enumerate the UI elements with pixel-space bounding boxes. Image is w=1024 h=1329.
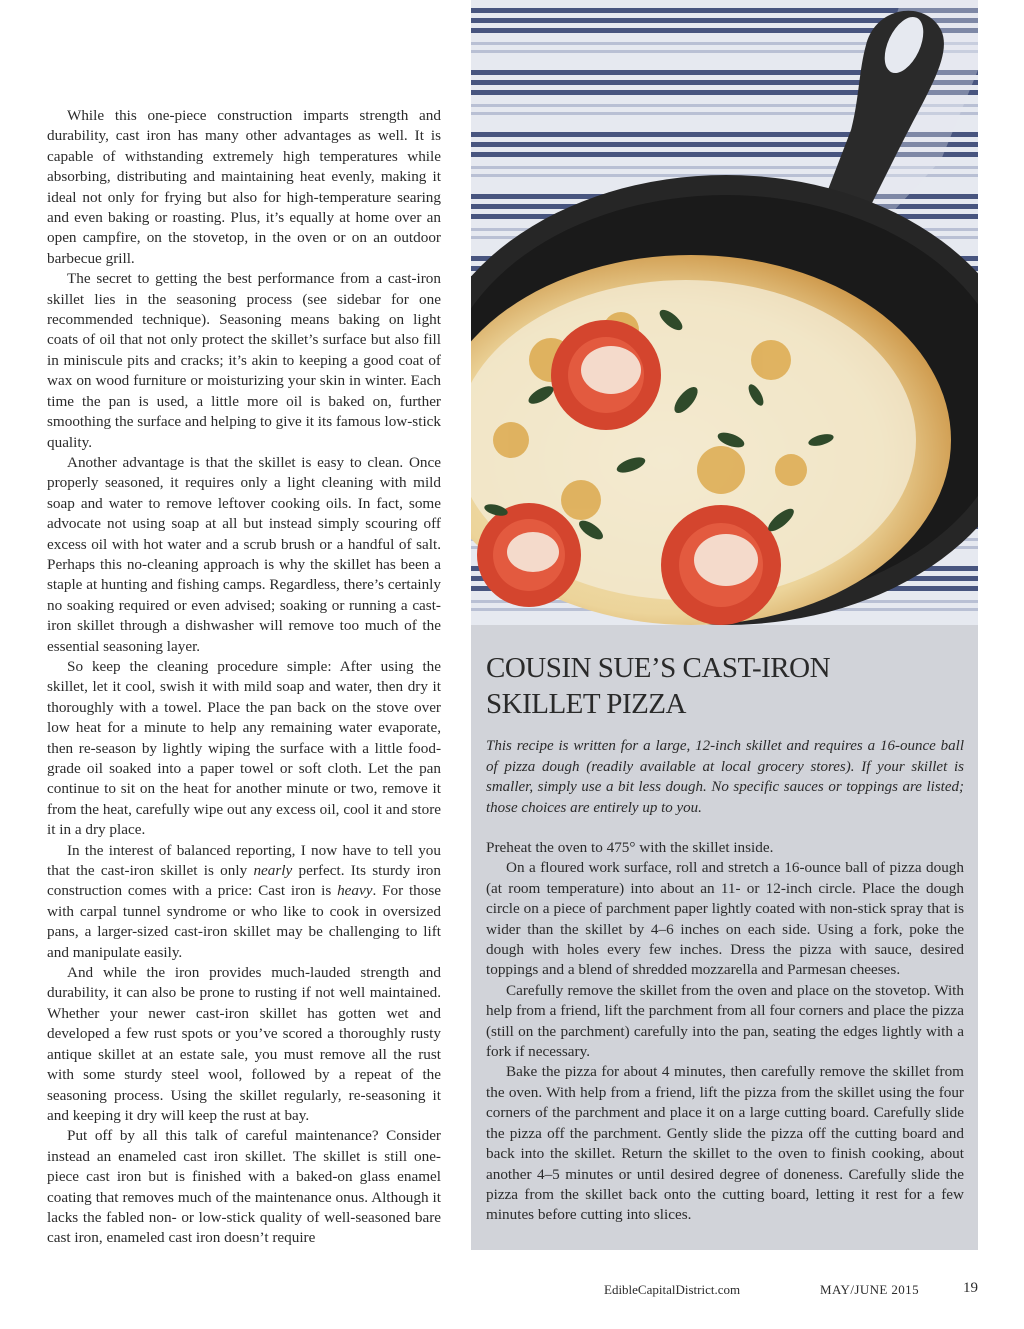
tomato-slice (661, 505, 781, 625)
recipe-title: COUSIN SUE’S CAST-IRON SKILLET PIZZA (486, 652, 831, 720)
article-text: . For those with carpal tunnel syndrome or who like to cook in oversized pans, a larger-sized cast-iron skillet may be challenging to lift and manipulate easily. (47, 882, 442, 961)
recipe-intro: This recipe is written for a large, 12-inch skillet and requires a 16-ounce ball of pizza dough (readily available at local grocery stores). If your skillet is smaller, simply use a bit less dough. No specific sauces or toppings are listed; those choices are entirely up to you. (486, 738, 964, 816)
article-paragraph (47, 841, 441, 963)
article-text: perfect. Its sturdy iron construction comes with a price: Cast iron is (47, 862, 441, 900)
article-paragraph: Another advantage is that the skillet is easy to clean. Once properly seasoned, it requires only a light cleaning with mild soap and water to remove leftover cooking oils. In fact, some advocate not using soap at all but instead simply scouring off excess oil with hot water and a scrub brush or a handful of salt. Perhaps this no-cleaning approach is why the skillet has been a staple at hunting and fishing camps. Regardless, there’s certainly no soaking required or even advised; soaking or running a cast-iron skillet through a dishwasher will remove too much of the essential seasoning layer. (47, 453, 441, 655)
tomato-slice (551, 320, 661, 430)
article-body-column (47, 106, 441, 1249)
article-paragraph: While this one-piece construction imparts strength and durability, cast iron has many other advantages as well. It is capable of withstanding extremely high temperatures while absorbing, distributing and maintaining heat evenly, making it ideal not only for frying but also for high-temperature searing and even baking or roasting. Plus, it’s equally at home over an open campfire, on the stovetop, in the oven or on an outdoor barbecue grill. (47, 107, 441, 267)
article-paragraph: The secret to getting the best performance from a cast-iron skillet lies in the seasoning process (see sidebar for one recommended technique). Seasoning means baking on light coats of oil that not only protect the skillet’s surface but also fill in miniscule pits and cracks; it’s akin to keeping a good coat of wax on wood furniture or moisturizing your skin in winter. Each time the pan is used, a little more oil is baked on, further smoothing the surface and helping to give it its famous low-stick quality. (47, 270, 441, 451)
skillet-pizza-illustration (471, 0, 978, 630)
emphasis-text: nearly (253, 862, 293, 880)
recipe-step: Bake the pizza for about 4 minutes, then carefully remove the skillet from the oven. With help from a friend, lift the pizza from the skillet using the four corners of the parchment and place it on a large cutting board. Carefully slide the pizza off the parchment. Gently slide the pizza off the cutting board and back into the skillet. Return the skillet to the oven to finish cooking, about another 4–5 minutes or until desired degree of doneness. Carefully slide the pizza from the skillet back onto the cutting board, letting it rest for a few minutes before cutting into slices. (486, 1063, 964, 1224)
recipe-step: Preheat the oven to 475° with the skillet inside. (486, 839, 774, 856)
recipe-step: On a floured work surface, roll and stretch a 16-ounce ball of pizza dough (at room temperature) into about an 11- or 12-inch circle. Place the dough circle on a piece of parchment paper lightly coated with non-stick spray that is wider than the skillet by 4–6 inches on each side. Using a fork, poke the dough with holes every few inches. Dress the pizza with sauce, desired toppings and a blend of shredded mozzarella and Parmesan cheeses. (486, 859, 964, 979)
footer-website: EdibleCapitalDistrict.com (604, 1282, 741, 1297)
tomato-slice (477, 503, 581, 607)
recipe-sidebar (471, 630, 978, 1250)
article-text: In the interest of balanced reporting, I now have to tell you that the cast-iron skillet is only (47, 841, 441, 880)
page-number: 19 (963, 1280, 978, 1296)
footer-issue-date: MAY/JUNE 2015 (820, 1282, 919, 1297)
recipe-instructions (486, 838, 964, 1226)
recipe-step: Carefully remove the skillet from the oven and place on the stovetop. With help from a friend, lift the parchment from all four corners and place the pizza (still on the parchment) carefully into the pan, seating the edges lightly with a fork if necessary. (486, 981, 964, 1061)
article-paragraph: And while the iron provides much-lauded strength and durability, it can also be prone to rusting if not well maintained. Whether your newer cast-iron skillet has gotten wet and developed a few rust spots or you’ve scored a thoroughly rusty antique skillet at an estate sale, you must remove all the rust with some sturdy steel wool, followed by a repeat of the seasoning process. Using the skillet regularly, re-seasoning it and keeping it dry will keep the rust at bay. (47, 964, 441, 1124)
pizza-in-cast-iron-skillet-photo (471, 0, 978, 630)
emphasis-text: heavy (337, 882, 373, 900)
article-paragraph: Put off by all this talk of careful maintenance? Consider instead an enameled cast iron skillet. The skillet is still one-piece cast iron but is finished with a baked-on glass enamel coating that removes much of the maintenance onus. Although it lacks the fabled non- or low-stick quality of well-seasoned bare cast iron, enameled cast iron doesn’t require (47, 1127, 441, 1247)
article-paragraph: So keep the cleaning procedure simple: After using the skillet, let it cool, swish it with mild soap and water, then dry it thoroughly with a towel. Place the pan back on the stove over low heat for a minute to help any remaining water evaporate, then re-season by lightly wiping the surface with a little food-grade oil soaked into a paper towel or soft cloth. Let the pan continue to sit on the heat for another minute or two, remove it from the heat, carefully wipe out any excess oil, cool it and store it in a dry place. (47, 657, 441, 839)
